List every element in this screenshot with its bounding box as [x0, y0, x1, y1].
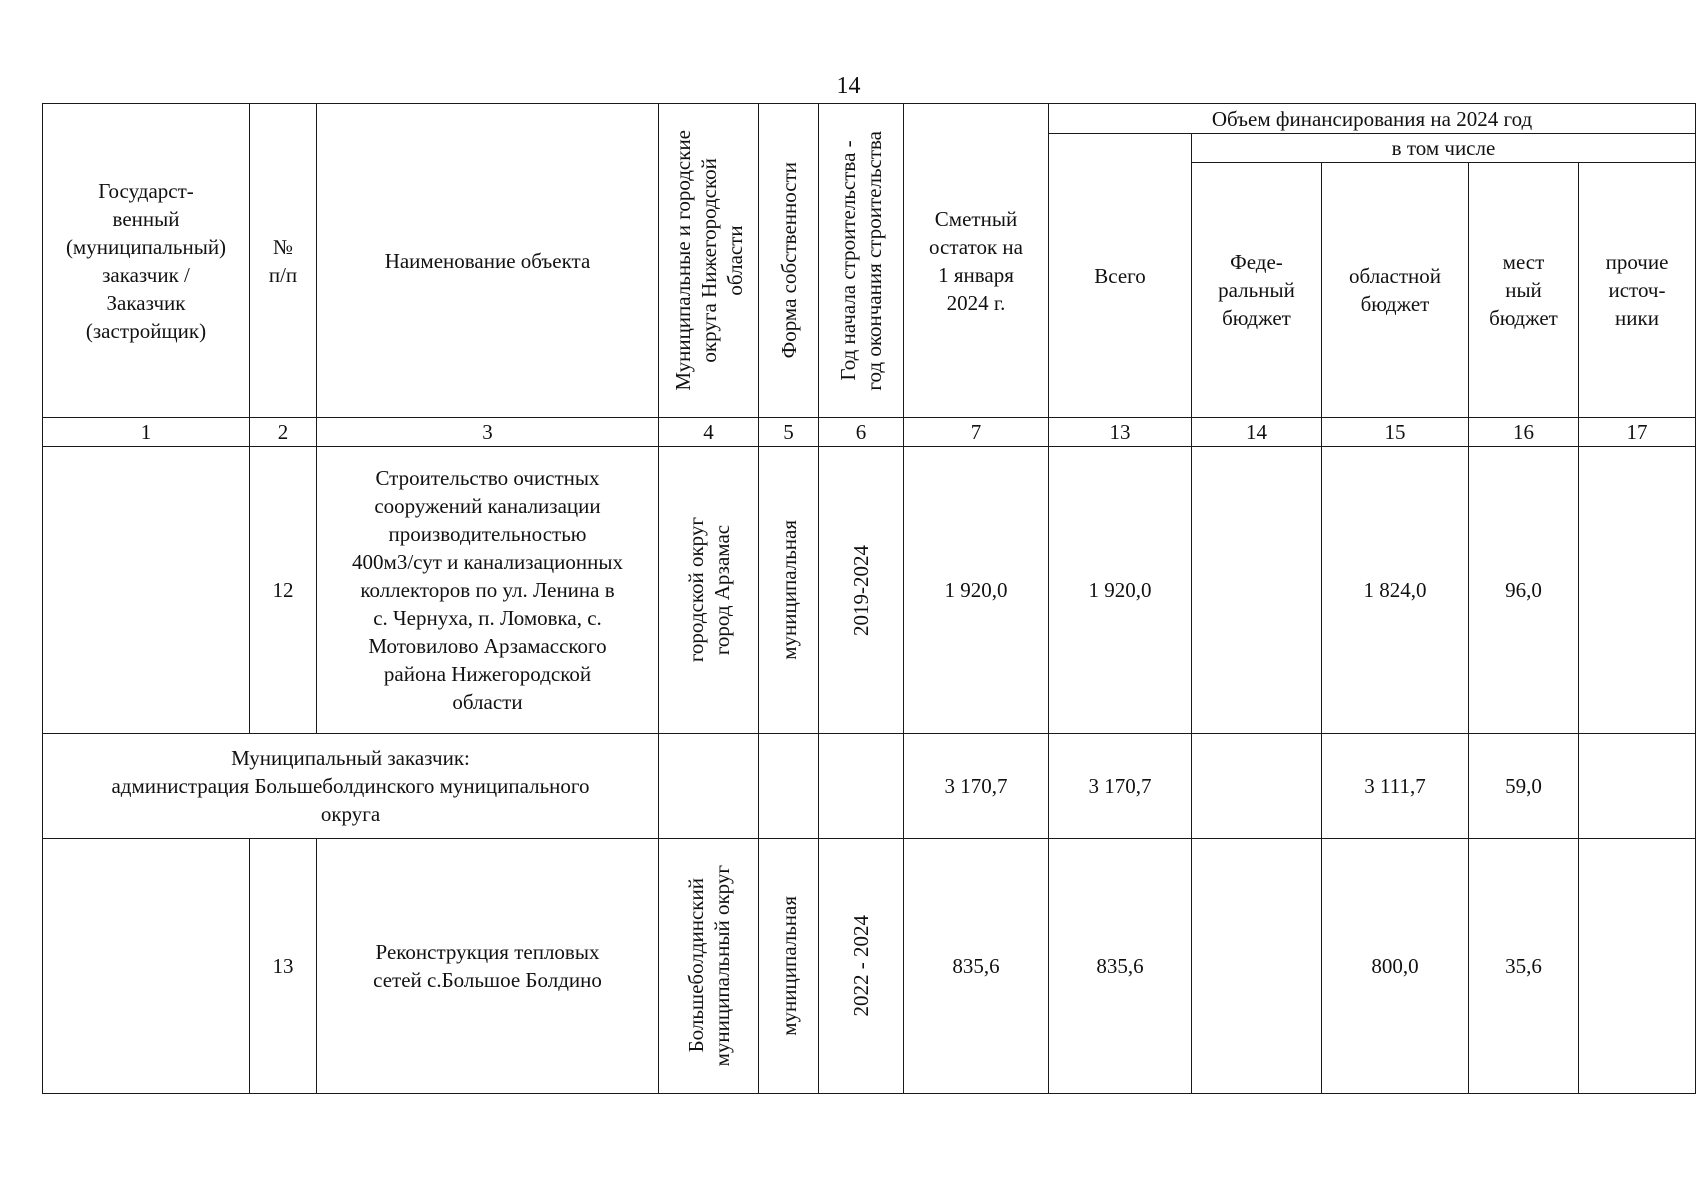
column-number: 15 — [1322, 418, 1469, 447]
row-total: 1 920,0 — [1049, 447, 1192, 734]
column-number: 4 — [659, 418, 759, 447]
row-estimate: 835,6 — [904, 839, 1049, 1094]
table-row-object-12 — [43, 447, 1696, 734]
header-num: № п/п — [250, 104, 317, 418]
row-other — [1579, 839, 1696, 1094]
column-number: 3 — [317, 418, 659, 447]
row-years-text: 2019-2024 — [849, 544, 873, 636]
header-federal: Феде- ральный бюджет — [1192, 163, 1322, 418]
row-customer-label: Муниципальный заказчик: администрация Большеболдинского муниципального округа — [43, 734, 659, 839]
row-local: 59,0 — [1469, 734, 1579, 839]
header-regional: областной бюджет — [1322, 163, 1469, 418]
row-regional: 800,0 — [1322, 839, 1469, 1094]
row-customer — [43, 839, 250, 1094]
header-including: в том числе — [1192, 134, 1696, 163]
row-ownership-text: муниципальная — [776, 520, 801, 660]
header-ownership — [759, 104, 819, 418]
row-federal — [1192, 447, 1322, 734]
column-number: 16 — [1469, 418, 1579, 447]
column-number: 2 — [250, 418, 317, 447]
row-regional: 1 824,0 — [1322, 447, 1469, 734]
column-number: 5 — [759, 418, 819, 447]
row-ownership-text: муниципальная — [776, 896, 801, 1036]
row-ownership — [759, 734, 819, 839]
row-total: 835,6 — [1049, 839, 1192, 1094]
column-number: 1 — [43, 418, 250, 447]
header-other: прочие источ- ники — [1579, 163, 1696, 418]
column-number: 13 — [1049, 418, 1192, 447]
header-years — [819, 104, 904, 418]
row-local: 35,6 — [1469, 839, 1579, 1094]
row-district-text: Большеболдинский муниципальный округ — [683, 865, 734, 1067]
table-row-object-13 — [43, 839, 1696, 1094]
row-federal — [1192, 734, 1322, 839]
row-district — [659, 839, 759, 1094]
row-years — [819, 839, 904, 1094]
row-years — [819, 447, 904, 734]
row-regional: 3 111,7 — [1322, 734, 1469, 839]
row-district-text: городской округ город Арзамас — [683, 517, 734, 663]
header-row — [43, 104, 1696, 134]
header-local: мест ный бюджет — [1469, 163, 1579, 418]
header-total: Всего — [1049, 134, 1192, 418]
header-customer: Государст- венный (муниципальный) заказчик / Заказчик (застройщик) — [43, 104, 250, 418]
row-estimate: 1 920,0 — [904, 447, 1049, 734]
column-numbers-row — [43, 418, 1696, 447]
header-municipal-districts — [659, 104, 759, 418]
header-ownership-text: Форма собственности — [776, 162, 801, 359]
row-ownership — [759, 839, 819, 1094]
row-other — [1579, 734, 1696, 839]
row-total: 3 170,7 — [1049, 734, 1192, 839]
header-years-text: Год начала строительства - год окончания строительства — [836, 130, 886, 391]
column-number: 14 — [1192, 418, 1322, 447]
row-other — [1579, 447, 1696, 734]
header-estimate-balance: Сметный остаток на 1 января 2024 г. — [904, 104, 1049, 418]
investment-table — [42, 103, 1696, 1094]
row-num: 12 — [250, 447, 317, 734]
row-object-name: Реконструкция тепловых сетей с.Большое Болдино — [317, 839, 659, 1094]
header-municipal-districts-text: Муниципальные и городские округа Нижегородской области — [670, 130, 747, 391]
row-years-text: 2022 - 2024 — [849, 915, 873, 1017]
header-object-name: Наименование объекта — [317, 104, 659, 418]
row-customer — [43, 447, 250, 734]
row-num: 13 — [250, 839, 317, 1094]
row-district — [659, 734, 759, 839]
row-local: 96,0 — [1469, 447, 1579, 734]
header-funding-title: Объем финансирования на 2024 год — [1049, 104, 1696, 134]
row-estimate: 3 170,7 — [904, 734, 1049, 839]
row-federal — [1192, 839, 1322, 1094]
column-number: 7 — [904, 418, 1049, 447]
table-row-customer — [43, 734, 1696, 839]
page-number: 14 — [836, 73, 861, 99]
row-years — [819, 734, 904, 839]
column-number: 17 — [1579, 418, 1696, 447]
column-number: 6 — [819, 418, 904, 447]
row-district — [659, 447, 759, 734]
row-ownership — [759, 447, 819, 734]
row-object-name: Строительство очистных сооружений канализации производительностью 400м3/сут и канализационных коллекторов по ул. Ленина в с. Чернуха, п. Ломовка, с. Мотовилово Арзамасского района Нижегородской области — [317, 447, 659, 734]
